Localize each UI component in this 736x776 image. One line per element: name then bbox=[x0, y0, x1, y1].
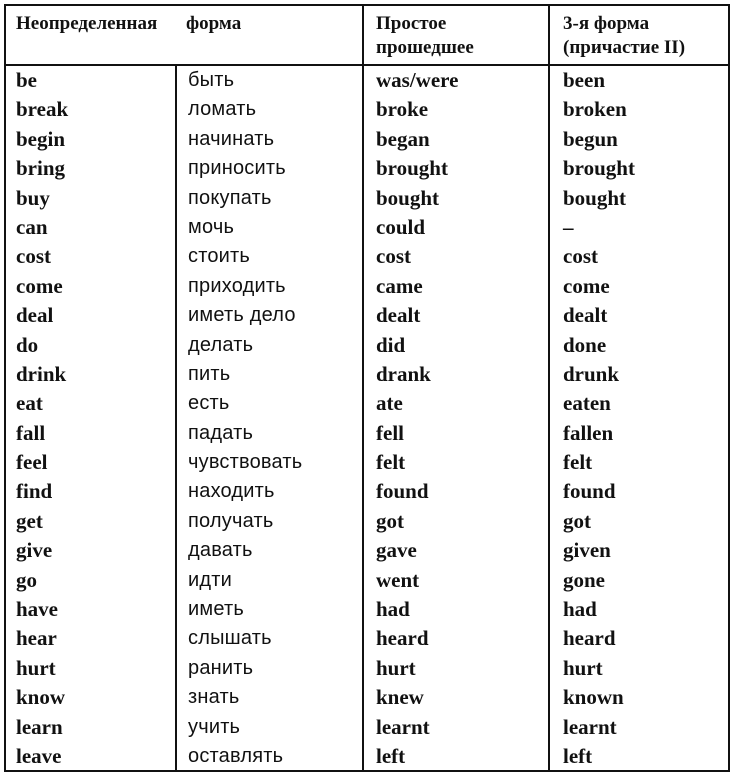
cell-infinitive: fall bbox=[16, 420, 46, 445]
cell-infinitive: begin bbox=[16, 126, 66, 151]
table-row bbox=[6, 301, 728, 330]
cell-translation: давать bbox=[188, 539, 253, 562]
header-form: форма bbox=[186, 13, 242, 34]
table-row bbox=[6, 477, 728, 506]
cell-infinitive: hear bbox=[16, 626, 57, 651]
cell-infinitive: give bbox=[16, 538, 53, 563]
cell-translation: находить bbox=[188, 480, 275, 503]
cell-infinitive: come bbox=[16, 273, 63, 298]
table-header bbox=[6, 6, 728, 66]
cell-translation: ранить bbox=[188, 656, 254, 679]
table-row bbox=[6, 536, 728, 565]
cell-infinitive: drink bbox=[16, 361, 67, 386]
cell-infinitive: eat bbox=[16, 391, 43, 416]
cell-past-simple: drank bbox=[376, 361, 431, 386]
table-row bbox=[6, 624, 728, 653]
cell-participle: had bbox=[563, 597, 597, 622]
cell-past-simple: was/were bbox=[376, 68, 459, 92]
cell-participle: done bbox=[563, 332, 607, 357]
cell-participle: bought bbox=[563, 185, 627, 210]
table-row bbox=[6, 389, 728, 418]
cell-translation: пить bbox=[188, 362, 231, 385]
cell-past-simple: had bbox=[376, 597, 410, 622]
cell-participle: hurt bbox=[563, 655, 603, 680]
cell-translation: быть bbox=[188, 69, 235, 91]
cell-past-simple: fell bbox=[376, 420, 404, 445]
cell-participle: heard bbox=[563, 626, 616, 651]
cell-participle: eaten bbox=[563, 391, 611, 416]
cell-past-simple: did bbox=[376, 332, 406, 357]
cell-infinitive: go bbox=[16, 567, 37, 592]
cell-past-simple: could bbox=[376, 214, 426, 239]
cell-translation: мочь bbox=[188, 215, 235, 238]
cell-past-simple: hurt bbox=[376, 655, 416, 680]
irregular-verbs-table bbox=[4, 4, 730, 772]
cell-participle: learnt bbox=[563, 714, 617, 739]
cell-participle: drunk bbox=[563, 361, 620, 386]
cell-translation: стоить bbox=[188, 245, 251, 268]
cell-past-simple: got bbox=[376, 508, 404, 533]
cell-translation: учить bbox=[188, 715, 241, 738]
table-row bbox=[6, 95, 728, 124]
table-row bbox=[6, 419, 728, 448]
table-row bbox=[6, 654, 728, 683]
cell-infinitive: buy bbox=[16, 185, 50, 210]
header-participle-line1: 3-я форма bbox=[563, 13, 650, 34]
cell-infinitive: bring bbox=[16, 156, 66, 181]
cell-participle: fallen bbox=[563, 420, 614, 445]
cell-past-simple: knew bbox=[376, 685, 424, 710]
cell-translation: есть bbox=[188, 392, 230, 415]
cell-translation: оставлять bbox=[188, 744, 284, 767]
table-row bbox=[6, 360, 728, 389]
cell-past-simple: brought bbox=[376, 156, 448, 181]
cell-infinitive: leave bbox=[16, 743, 62, 768]
cell-infinitive: be bbox=[16, 68, 37, 92]
table-row bbox=[6, 595, 728, 624]
cell-past-simple: felt bbox=[376, 450, 406, 475]
cell-translation: делать bbox=[188, 333, 254, 356]
cell-participle: cost bbox=[563, 244, 598, 269]
cell-infinitive: do bbox=[16, 332, 39, 357]
cell-participle: – bbox=[563, 214, 574, 239]
cell-past-simple: gave bbox=[376, 538, 417, 563]
table-row bbox=[6, 242, 728, 271]
cell-infinitive: deal bbox=[16, 303, 54, 328]
table-row bbox=[6, 331, 728, 360]
cell-infinitive: learn bbox=[16, 714, 63, 739]
cell-infinitive: have bbox=[16, 597, 58, 622]
cell-participle: gone bbox=[563, 567, 605, 592]
table-row bbox=[6, 125, 728, 154]
cell-translation: покупать bbox=[188, 186, 272, 209]
cell-participle: known bbox=[563, 685, 624, 710]
header-infinitive: Неопределенная bbox=[16, 13, 158, 34]
cell-translation: приносить bbox=[188, 157, 286, 180]
cell-past-simple: heard bbox=[376, 626, 429, 651]
cell-past-simple: came bbox=[376, 273, 423, 298]
cell-infinitive: feel bbox=[16, 450, 48, 475]
cell-past-simple: learnt bbox=[376, 714, 430, 739]
cell-participle: found bbox=[563, 479, 616, 504]
cell-translation: знать bbox=[188, 686, 240, 709]
table-row bbox=[6, 184, 728, 213]
cell-past-simple: dealt bbox=[376, 303, 421, 328]
table-row bbox=[6, 713, 728, 742]
table-row bbox=[6, 507, 728, 536]
cell-translation: идти bbox=[188, 568, 232, 591]
table-row bbox=[6, 272, 728, 301]
cell-participle: dealt bbox=[563, 303, 608, 328]
table-row bbox=[6, 742, 728, 771]
cell-participle: given bbox=[563, 538, 611, 563]
table-row bbox=[6, 683, 728, 712]
cell-participle: broken bbox=[563, 97, 627, 122]
cell-translation: приходить bbox=[188, 274, 286, 297]
cell-participle: left bbox=[563, 743, 593, 768]
cell-participle: brought bbox=[563, 156, 635, 181]
cell-past-simple: broke bbox=[376, 97, 429, 122]
table-body bbox=[6, 66, 728, 771]
table-row bbox=[6, 566, 728, 595]
cell-past-simple: found bbox=[376, 479, 429, 504]
cell-past-simple: ate bbox=[376, 391, 403, 416]
cell-infinitive: get bbox=[16, 508, 43, 533]
table-row bbox=[6, 66, 728, 95]
cell-translation: начинать bbox=[188, 127, 275, 150]
cell-infinitive: know bbox=[16, 685, 66, 710]
cell-translation: иметь bbox=[188, 598, 244, 621]
table-row bbox=[6, 213, 728, 242]
cell-past-simple: cost bbox=[376, 244, 411, 269]
cell-past-simple: left bbox=[376, 743, 406, 768]
cell-past-simple: went bbox=[376, 567, 420, 592]
cell-infinitive: hurt bbox=[16, 655, 56, 680]
cell-translation: чувствовать bbox=[188, 451, 303, 474]
cell-translation: иметь дело bbox=[188, 304, 296, 327]
cell-past-simple: bought bbox=[376, 185, 440, 210]
cell-past-simple: began bbox=[376, 126, 430, 151]
header-participle-line2: (причастие II) bbox=[563, 37, 686, 58]
cell-participle: begun bbox=[563, 126, 618, 151]
cell-translation: слышать bbox=[188, 627, 272, 650]
cell-participle: got bbox=[563, 508, 591, 533]
table-row bbox=[6, 448, 728, 477]
cell-translation: получать bbox=[188, 509, 274, 532]
header-past-simple-line2: прошедшее bbox=[376, 37, 474, 58]
table-row bbox=[6, 154, 728, 183]
cell-infinitive: find bbox=[16, 479, 53, 504]
cell-translation: ломать bbox=[188, 98, 257, 121]
cell-participle: been bbox=[563, 68, 605, 92]
header-past-simple-line1: Простое bbox=[376, 13, 447, 34]
cell-infinitive: can bbox=[16, 214, 48, 239]
cell-infinitive: cost bbox=[16, 244, 51, 269]
cell-participle: come bbox=[563, 273, 610, 298]
cell-infinitive: break bbox=[16, 97, 69, 122]
cell-translation: падать bbox=[188, 421, 254, 444]
cell-participle: felt bbox=[563, 450, 593, 475]
